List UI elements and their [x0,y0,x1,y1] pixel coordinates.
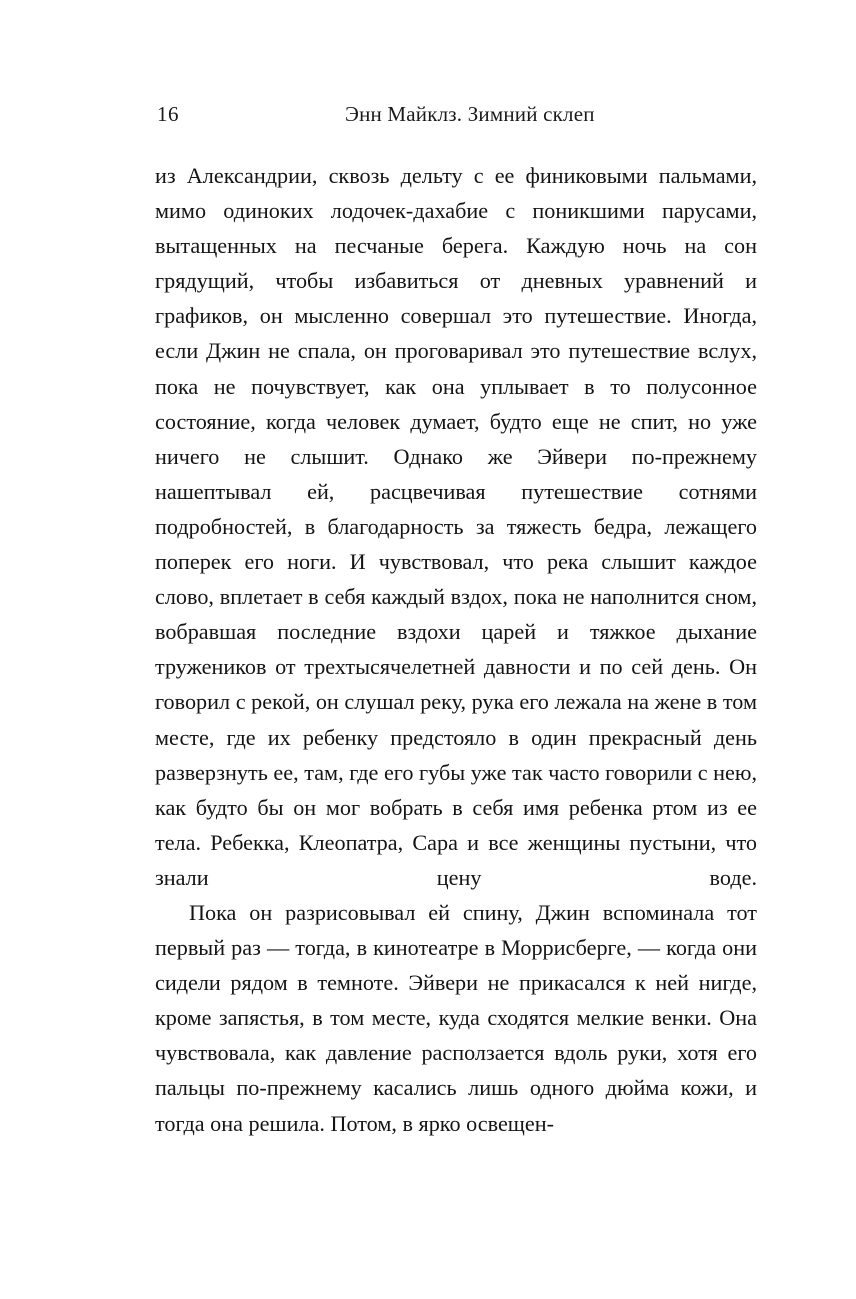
paragraph: из Александрии, сквозь дельту с ее финиковыми пальмами, мимо одиноких лодочек-дахабие с поникшими парусами, вытащенных на песчаные берега. Каждую ночь на сон грядущий, чтобы избавиться от дневных уравнений и графиков, он мысленно совершал это путешествие. Иногда, если Джин не спала, он проговаривал это путешествие вслух, пока не почувствует, как она уплывает в то полусонное состояние, когда человек думает, будто еще не спит, но уже ничего не слышит. Однако же Эйвери по-прежнему нашептывал ей, расцвечивая путешествие сотнями подробностей, в благодарность за тяжесть бедра, лежащего поперек его ноги. И чувствовал, что река слышит каждое слово, вплетает в себя каждый вздох, пока не наполнится сном, вобравшая последние вздохи царей и тяжкое дыхание тружеников от трехтысячелетней давности и по сей день. Он говорил с рекой, он слушал реку, рука его лежала на жене в том месте, где их ребенку предстояло в один прекрасный день разверзнуть ее, там, где его губы уже так часто говорили с нею, как будто бы он мог вобрать в себя имя ребенка ртом из ее тела. Ребекка, Клеопатра, Сара и все женщины пустыни, что знали цену воде. [155,163,757,890]
paragraph: Пока он разрисовывал ей спину, Джин вспоминала тот первый раз — тогда, в кинотеатре в Моррисберге, — когда они сидели рядом в темноте. Эйвери не прикасался к ней нигде, кроме запястья, в том месте, куда сходятся мелкие венки. Она чувствовала, как давление расползается вдоль руки, хотя его пальцы по-прежнему касались лишь одного дюйма кожи, и тогда она решила. Потом, в ярко освещен- [155,899,757,1136]
running-title: Энн Майклз. Зимний склеп [345,102,595,126]
page-number: 16 [157,102,179,126]
body-text [155,158,757,1141]
running-head [157,102,757,128]
